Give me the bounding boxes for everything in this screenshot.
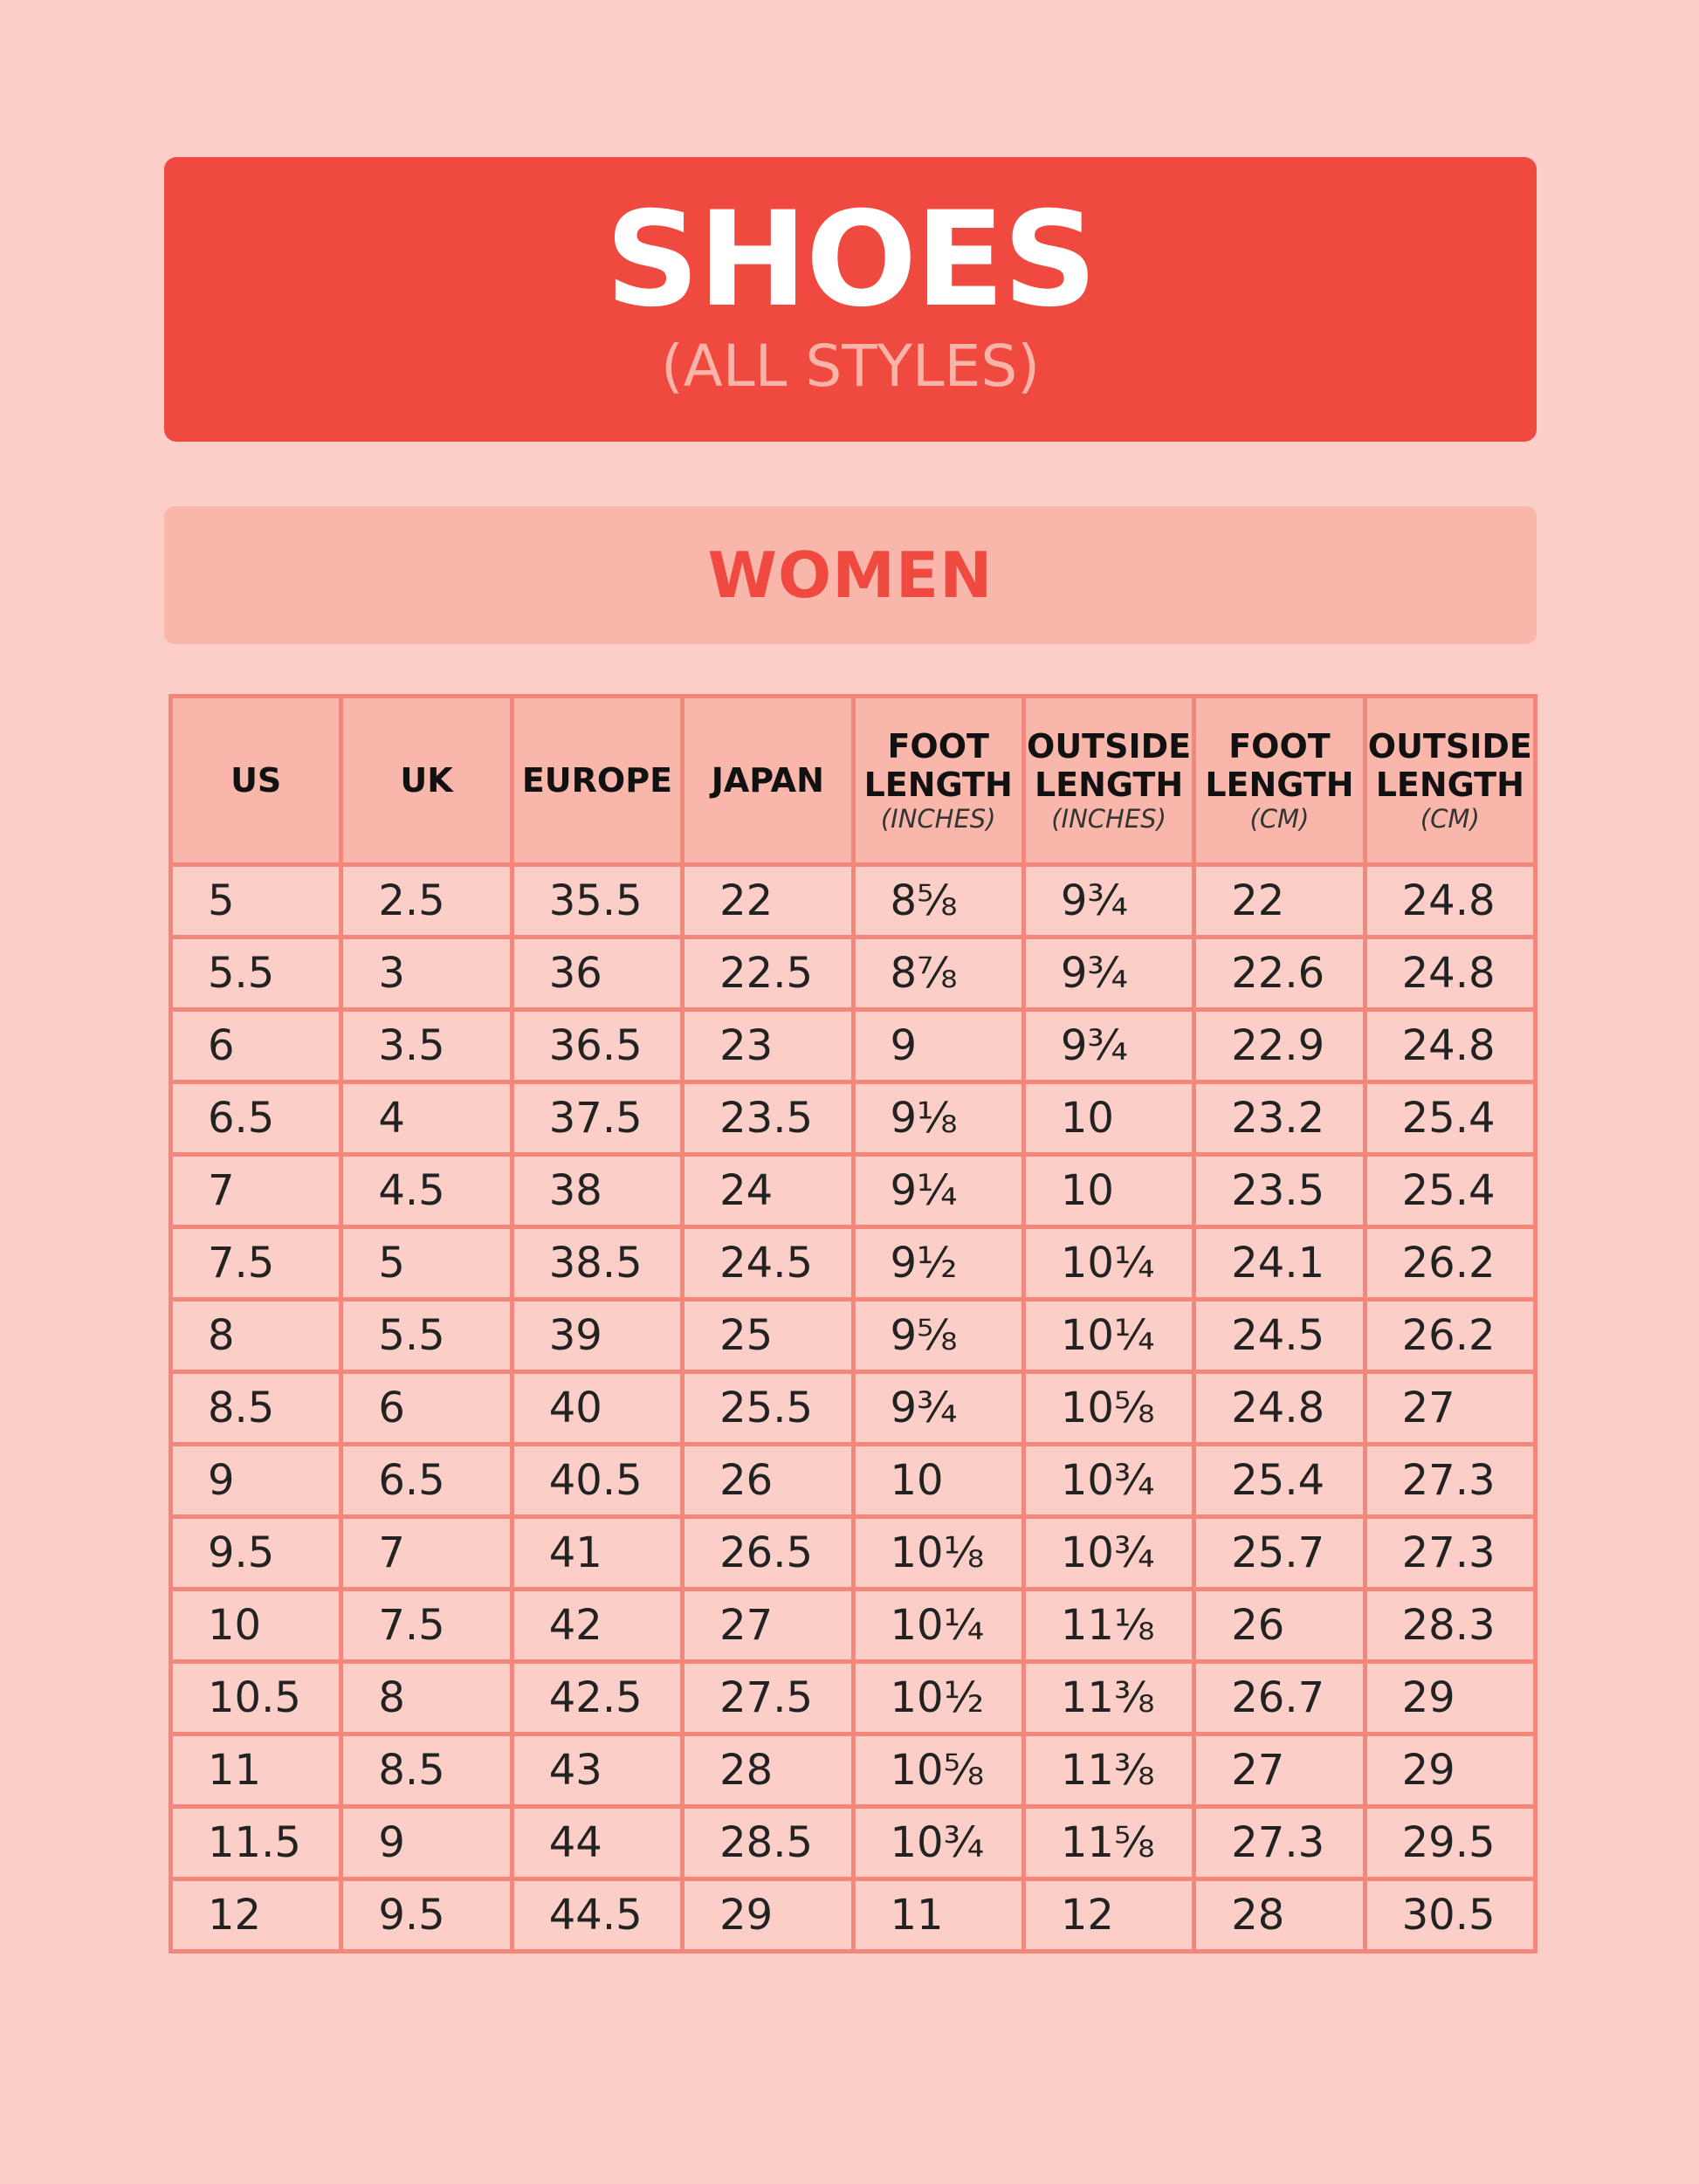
table-cell: 8.5 [171,1372,341,1445]
column-label: FOOT LENGTH [863,727,1013,804]
table-cell: 22 [683,865,853,937]
table-cell: 7.5 [171,1227,341,1300]
table-cell: 8 [171,1300,341,1372]
table-cell: 42 [512,1590,682,1662]
column-header-outside-length-cm [1365,697,1535,865]
table-row [171,1445,1536,1517]
table-cell: 10½ [853,1662,1023,1734]
column-label: JAPAN [711,761,824,800]
table-cell: 22.9 [1194,1010,1365,1082]
table-cell: 9 [171,1445,341,1517]
table-row [171,1372,1536,1445]
table-cell: 5.5 [341,1300,512,1372]
table-cell: 27 [683,1590,853,1662]
table-row [171,1155,1536,1227]
table-cell: 12 [171,1879,341,1952]
table-row [171,1010,1536,1082]
table-cell: 26 [1194,1590,1365,1662]
table-cell: 24.1 [1194,1227,1365,1300]
table-cell: 10⅛ [853,1517,1023,1590]
section-banner [164,506,1537,644]
table-cell: 28.5 [683,1807,853,1879]
table-cell: 25.7 [1194,1517,1365,1590]
page-subtitle: (ALL STYLES) [660,333,1041,400]
table-cell: 37.5 [512,1082,682,1155]
table-cell: 27.5 [683,1662,853,1734]
table-cell: 29.5 [1365,1807,1535,1879]
table-cell: 11.5 [171,1807,341,1879]
table-cell: 41 [512,1517,682,1590]
table-cell: 10.5 [171,1662,341,1734]
table-cell: 40.5 [512,1445,682,1517]
table-row [171,1517,1536,1590]
table-cell: 28.3 [1365,1590,1535,1662]
table-cell: 36.5 [512,1010,682,1082]
table-row [171,1807,1536,1879]
column-label: EUROPE [521,761,673,800]
table-cell: 11⅛ [1023,1590,1193,1662]
table-cell: 24.5 [683,1227,853,1300]
column-header-foot-length-inches [853,697,1023,865]
table-cell: 22.5 [683,937,853,1010]
table-cell: 10 [853,1445,1023,1517]
table-row [171,1734,1536,1807]
table-cell: 3 [341,937,512,1010]
header-row [171,697,1536,865]
table-cell: 10 [1023,1082,1193,1155]
column-label: OUTSIDE LENGTH [1367,727,1532,804]
table-cell: 24.8 [1365,937,1535,1010]
table-cell: 9⅝ [853,1300,1023,1372]
column-label: UK [400,761,453,800]
table-cell: 38 [512,1155,682,1227]
column-unit: (CM) [1420,804,1480,834]
column-label: OUTSIDE LENGTH [1027,727,1192,804]
table-cell: 43 [512,1734,682,1807]
table-cell: 26 [683,1445,853,1517]
table-cell: 9.5 [341,1879,512,1952]
table-cell: 44.5 [512,1879,682,1952]
table-cell: 11 [853,1879,1023,1952]
table-cell: 10 [171,1590,341,1662]
table-cell: 25.4 [1194,1445,1365,1517]
page-title: SHOES [605,184,1096,336]
table-cell: 24 [683,1155,853,1227]
table-cell: 9¾ [1023,1010,1193,1082]
table-cell: 6 [171,1010,341,1082]
table-cell: 12 [1023,1879,1193,1952]
table-cell: 35.5 [512,865,682,937]
column-header-japan [683,697,853,865]
table-row [171,937,1536,1010]
table-cell: 23.5 [683,1082,853,1155]
table-row [171,1082,1536,1155]
table-cell: 30.5 [1365,1879,1535,1952]
table-cell: 8 [341,1662,512,1734]
table-cell: 4.5 [341,1155,512,1227]
table-cell: 10¼ [1023,1300,1193,1372]
table-cell: 11⅜ [1023,1662,1193,1734]
table-row [171,865,1536,937]
table-cell: 6 [341,1372,512,1445]
table-cell: 6.5 [171,1082,341,1155]
table-cell: 10⅝ [1023,1372,1193,1445]
table-cell: 9¾ [853,1372,1023,1445]
table-cell: 7.5 [341,1590,512,1662]
table-cell: 23.5 [1194,1155,1365,1227]
table-cell: 26.2 [1365,1300,1535,1372]
table-cell: 25 [683,1300,853,1372]
table-cell: 24.8 [1194,1372,1365,1445]
table-cell: 10¾ [1023,1445,1193,1517]
table-cell: 9¾ [1023,865,1193,937]
table-cell: 26.5 [683,1517,853,1590]
table-cell: 9¼ [853,1155,1023,1227]
table-cell: 8.5 [341,1734,512,1807]
table-row [171,1227,1536,1300]
table-row [171,1662,1536,1734]
table-cell: 27.3 [1365,1445,1535,1517]
table-cell: 4 [341,1082,512,1155]
table-cell: 24.8 [1365,1010,1535,1082]
table-cell: 39 [512,1300,682,1372]
table-cell: 10¾ [853,1807,1023,1879]
column-unit: (INCHES) [880,804,996,834]
table-cell: 10¾ [1023,1517,1193,1590]
table-cell: 29 [683,1879,853,1952]
table-cell: 24.5 [1194,1300,1365,1372]
column-label: FOOT LENGTH [1205,727,1354,804]
table-cell: 44 [512,1807,682,1879]
column-unit: (INCHES) [1051,804,1166,834]
column-label: US [230,761,282,800]
table-cell: 22.6 [1194,937,1365,1010]
table-cell: 40 [512,1372,682,1445]
column-header-uk [341,697,512,865]
table-cell: 27.3 [1194,1807,1365,1879]
table-body [171,865,1536,1952]
table-cell: 28 [683,1734,853,1807]
table-cell: 6.5 [341,1445,512,1517]
table-cell: 8⅝ [853,865,1023,937]
table-cell: 10¼ [1023,1227,1193,1300]
table-cell: 36 [512,937,682,1010]
table-cell: 25.4 [1365,1082,1535,1155]
table-cell: 24.8 [1365,865,1535,937]
table-cell: 23 [683,1010,853,1082]
table-cell: 9 [341,1807,512,1879]
table-cell: 38.5 [512,1227,682,1300]
column-header-us [171,697,341,865]
section-title: WOMEN [707,539,994,612]
table-cell: 7 [341,1517,512,1590]
table-cell: 27.3 [1365,1517,1535,1590]
table-cell: 9½ [853,1227,1023,1300]
table-row [171,1879,1536,1952]
table-cell: 9 [853,1010,1023,1082]
title-banner [164,157,1537,442]
table-row [171,1590,1536,1662]
table-cell: 5 [171,865,341,937]
column-header-foot-length-cm [1194,697,1365,865]
table-cell: 42.5 [512,1662,682,1734]
table-cell: 23.2 [1194,1082,1365,1155]
table-cell: 26.7 [1194,1662,1365,1734]
table-cell: 11⅝ [1023,1807,1193,1879]
table-cell: 25.5 [683,1372,853,1445]
table-cell: 3.5 [341,1010,512,1082]
table-cell: 11 [171,1734,341,1807]
table-cell: 5.5 [171,937,341,1010]
table-cell: 5 [341,1227,512,1300]
table-cell: 2.5 [341,865,512,937]
column-header-europe [512,697,682,865]
table-cell: 25.4 [1365,1155,1535,1227]
table-cell: 10 [1023,1155,1193,1227]
column-unit: (CM) [1249,804,1310,834]
column-header-outside-length-inches [1023,697,1193,865]
table-cell: 9⅛ [853,1082,1023,1155]
table-cell: 27 [1365,1372,1535,1445]
table-cell: 11⅜ [1023,1734,1193,1807]
table-cell: 26.2 [1365,1227,1535,1300]
table-cell: 9¾ [1023,937,1193,1010]
table-row [171,1300,1536,1372]
table-cell: 10¼ [853,1590,1023,1662]
table-cell: 9.5 [171,1517,341,1590]
table-cell: 29 [1365,1734,1535,1807]
table-cell: 7 [171,1155,341,1227]
size-chart-table [169,694,1537,1954]
table-cell: 10⅝ [853,1734,1023,1807]
table-cell: 8⅞ [853,937,1023,1010]
table-cell: 27 [1194,1734,1365,1807]
table-cell: 29 [1365,1662,1535,1734]
table-header [171,697,1536,865]
table-cell: 22 [1194,865,1365,937]
table-cell: 28 [1194,1879,1365,1952]
